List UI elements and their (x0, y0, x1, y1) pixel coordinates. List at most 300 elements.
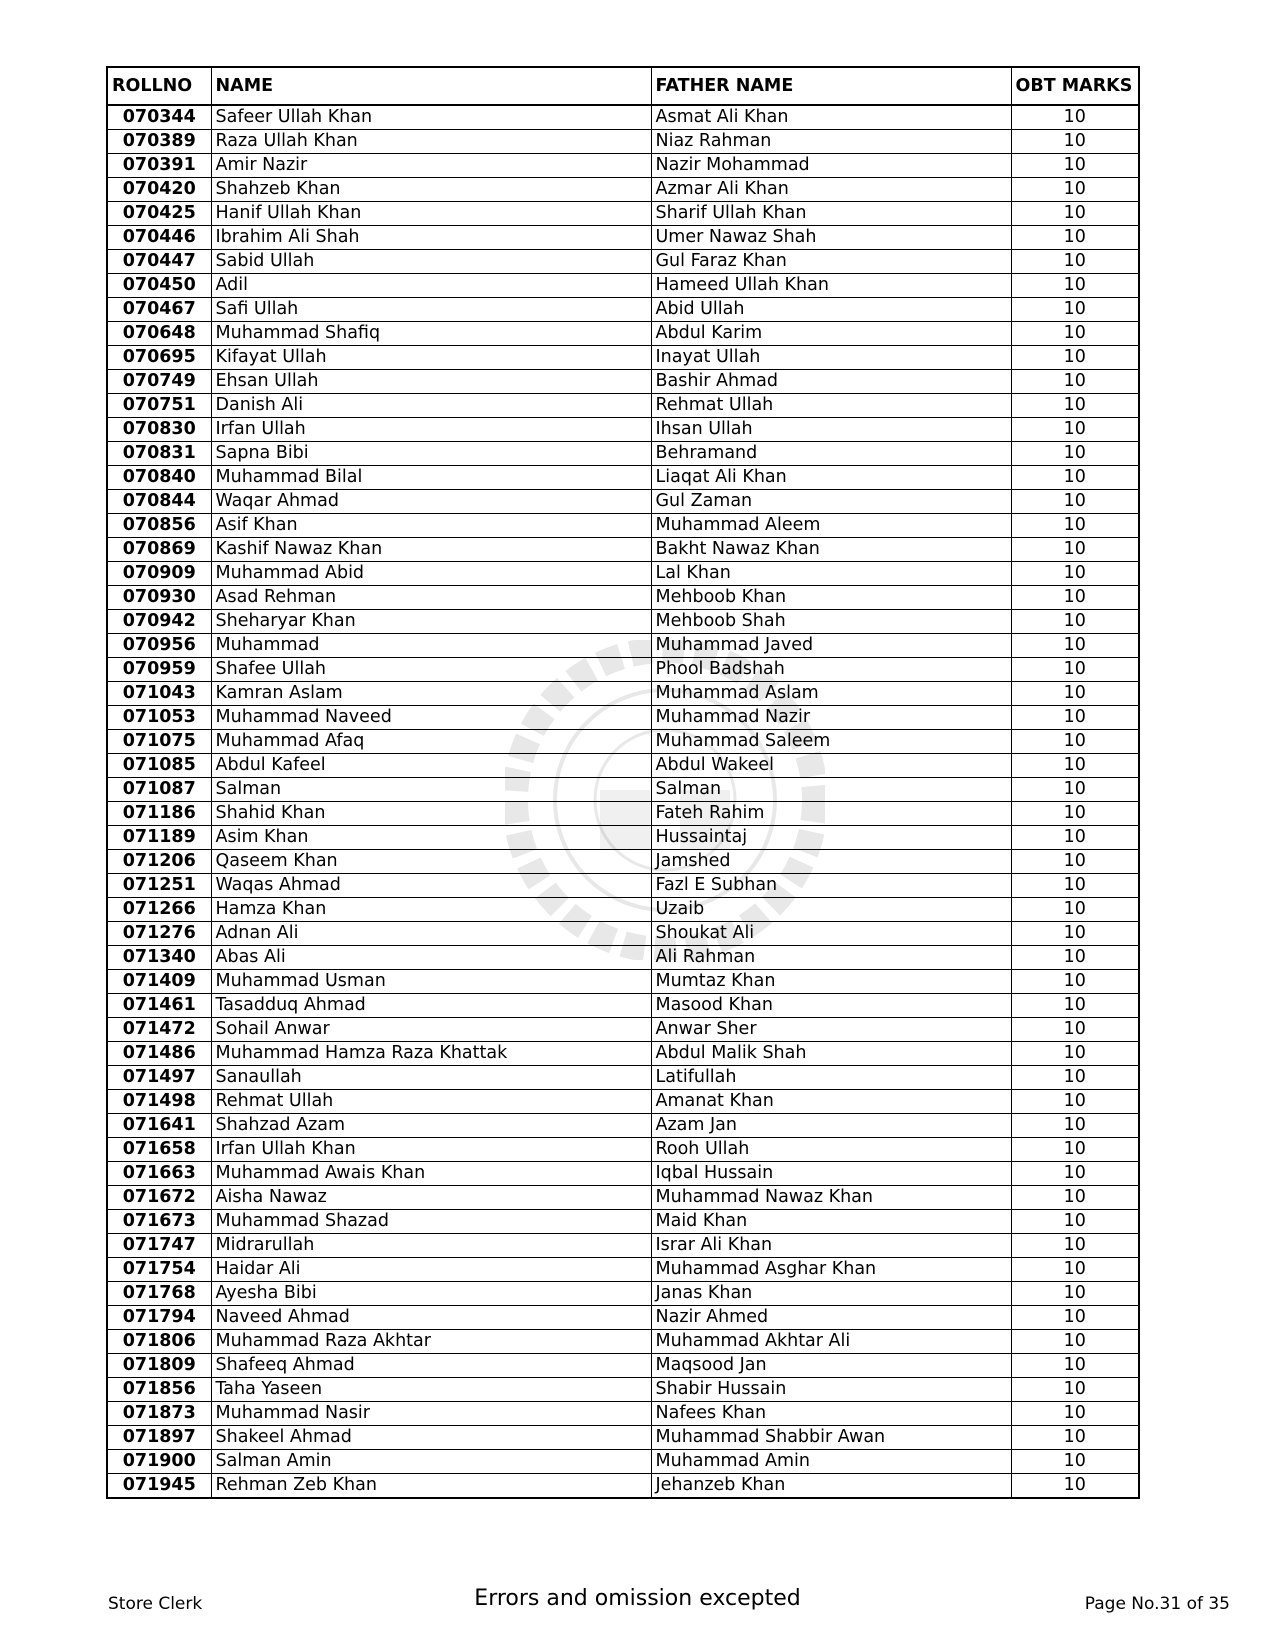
cell-name: Waqar Ahmad (211, 490, 651, 514)
table-row (107, 105, 1139, 130)
table-row (107, 1258, 1139, 1282)
cell-rollno: 071087 (107, 778, 211, 802)
table-row (107, 394, 1139, 418)
cell-rollno: 071768 (107, 1282, 211, 1306)
cell-obt-marks: 10 (1011, 1426, 1139, 1450)
cell-obt-marks: 10 (1011, 898, 1139, 922)
cell-father-name: Mehboob Khan (651, 586, 1011, 610)
cell-name: Muhammad Hamza Raza Khattak (211, 1042, 651, 1066)
table-row (107, 586, 1139, 610)
table-row (107, 730, 1139, 754)
table-row (107, 1114, 1139, 1138)
cell-rollno: 071472 (107, 1018, 211, 1042)
header-father-name: FATHER NAME (651, 67, 1011, 105)
table-row (107, 1234, 1139, 1258)
cell-father-name: Amanat Khan (651, 1090, 1011, 1114)
cell-rollno: 071498 (107, 1090, 211, 1114)
cell-obt-marks: 10 (1011, 610, 1139, 634)
table-row (107, 562, 1139, 586)
cell-name: Sabid Ullah (211, 250, 651, 274)
cell-obt-marks: 10 (1011, 1402, 1139, 1426)
cell-rollno: 071873 (107, 1402, 211, 1426)
cell-rollno: 071747 (107, 1234, 211, 1258)
table-row (107, 1162, 1139, 1186)
cell-name: Muhammad Shazad (211, 1210, 651, 1234)
cell-rollno: 070844 (107, 490, 211, 514)
cell-obt-marks: 10 (1011, 202, 1139, 226)
cell-name: Haidar Ali (211, 1258, 651, 1282)
table-row (107, 682, 1139, 706)
cell-obt-marks: 10 (1011, 946, 1139, 970)
cell-father-name: Muhammad Javed (651, 634, 1011, 658)
cell-rollno: 071497 (107, 1066, 211, 1090)
table-row (107, 1066, 1139, 1090)
cell-obt-marks: 10 (1011, 994, 1139, 1018)
cell-rollno: 071409 (107, 970, 211, 994)
cell-obt-marks: 10 (1011, 394, 1139, 418)
cell-rollno: 071641 (107, 1114, 211, 1138)
cell-name: Salman (211, 778, 651, 802)
cell-rollno: 070830 (107, 418, 211, 442)
cell-rollno: 071672 (107, 1186, 211, 1210)
cell-rollno: 070695 (107, 346, 211, 370)
cell-rollno: 070447 (107, 250, 211, 274)
cell-father-name: Fateh Rahim (651, 802, 1011, 826)
cell-name: Ibrahim Ali Shah (211, 226, 651, 250)
table-row (107, 1450, 1139, 1474)
table-row (107, 1090, 1139, 1114)
cell-name: Safi Ullah (211, 298, 651, 322)
cell-name: Muhammad Abid (211, 562, 651, 586)
cell-obt-marks: 10 (1011, 154, 1139, 178)
cell-name: Adil (211, 274, 651, 298)
cell-obt-marks: 10 (1011, 562, 1139, 586)
cell-rollno: 071486 (107, 1042, 211, 1066)
cell-name: Muhammad Naveed (211, 706, 651, 730)
cell-rollno: 071075 (107, 730, 211, 754)
cell-name: Irfan Ullah (211, 418, 651, 442)
cell-father-name: Muhammad Aleem (651, 514, 1011, 538)
cell-obt-marks: 10 (1011, 346, 1139, 370)
cell-name: Qaseem Khan (211, 850, 651, 874)
cell-obt-marks: 10 (1011, 1282, 1139, 1306)
cell-obt-marks: 10 (1011, 1354, 1139, 1378)
cell-name: Rehmat Ullah (211, 1090, 651, 1114)
cell-father-name: Azmar Ali Khan (651, 178, 1011, 202)
cell-rollno: 071856 (107, 1378, 211, 1402)
cell-name: Muhammad (211, 634, 651, 658)
cell-rollno: 071276 (107, 922, 211, 946)
cell-obt-marks: 10 (1011, 1162, 1139, 1186)
cell-name: Naveed Ahmad (211, 1306, 651, 1330)
cell-rollno: 071794 (107, 1306, 211, 1330)
header-obt-marks: OBT MARKS (1011, 67, 1139, 105)
cell-rollno: 070840 (107, 466, 211, 490)
results-table (106, 66, 1140, 1499)
cell-name: Kashif Nawaz Khan (211, 538, 651, 562)
cell-name: Waqas Ahmad (211, 874, 651, 898)
cell-obt-marks: 10 (1011, 682, 1139, 706)
cell-obt-marks: 10 (1011, 586, 1139, 610)
cell-father-name: Salman (651, 778, 1011, 802)
footer-store-clerk: Store Clerk (108, 1594, 203, 1614)
cell-father-name: Umer Nawaz Shah (651, 226, 1011, 250)
cell-rollno: 070956 (107, 634, 211, 658)
cell-name: Muhammad Shafiq (211, 322, 651, 346)
cell-father-name: Masood Khan (651, 994, 1011, 1018)
table-row (107, 634, 1139, 658)
cell-father-name: Mehboob Shah (651, 610, 1011, 634)
table-row (107, 754, 1139, 778)
cell-rollno: 070831 (107, 442, 211, 466)
cell-name: Shafeeq Ahmad (211, 1354, 651, 1378)
cell-obt-marks: 10 (1011, 418, 1139, 442)
cell-name: Shakeel Ahmad (211, 1426, 651, 1450)
cell-rollno: 071900 (107, 1450, 211, 1474)
cell-rollno: 071658 (107, 1138, 211, 1162)
footer-page-number: Page No.31 of 35 (1084, 1594, 1230, 1614)
cell-obt-marks: 10 (1011, 778, 1139, 802)
cell-rollno: 071461 (107, 994, 211, 1018)
table-row (107, 514, 1139, 538)
table-row (107, 538, 1139, 562)
cell-name: Muhammad Bilal (211, 466, 651, 490)
cell-name: Tasadduq Ahmad (211, 994, 651, 1018)
cell-obt-marks: 10 (1011, 874, 1139, 898)
cell-rollno: 071809 (107, 1354, 211, 1378)
cell-rollno: 071266 (107, 898, 211, 922)
table-row (107, 154, 1139, 178)
table-row (107, 1210, 1139, 1234)
header-rollno: ROLLNO (107, 67, 211, 105)
cell-rollno: 070450 (107, 274, 211, 298)
table-row (107, 250, 1139, 274)
cell-name: Midrarullah (211, 1234, 651, 1258)
cell-father-name: Behramand (651, 442, 1011, 466)
cell-name: Sheharyar Khan (211, 610, 651, 634)
cell-obt-marks: 10 (1011, 130, 1139, 154)
cell-rollno: 071186 (107, 802, 211, 826)
header-name: NAME (211, 67, 651, 105)
table-row (107, 1330, 1139, 1354)
cell-father-name: Muhammad Akhtar Ali (651, 1330, 1011, 1354)
table-row (107, 898, 1139, 922)
cell-name: Salman Amin (211, 1450, 651, 1474)
cell-rollno: 071673 (107, 1210, 211, 1234)
table-row (107, 1402, 1139, 1426)
cell-rollno: 070446 (107, 226, 211, 250)
table-row (107, 226, 1139, 250)
cell-father-name: Ali Rahman (651, 946, 1011, 970)
table-row (107, 1474, 1139, 1499)
table-row (107, 298, 1139, 322)
cell-rollno: 070425 (107, 202, 211, 226)
cell-name: Muhammad Afaq (211, 730, 651, 754)
cell-father-name: Muhammad Asghar Khan (651, 1258, 1011, 1282)
cell-name: Shahzeb Khan (211, 178, 651, 202)
table-row (107, 946, 1139, 970)
cell-obt-marks: 10 (1011, 514, 1139, 538)
table-row (107, 1042, 1139, 1066)
cell-name: Hanif Ullah Khan (211, 202, 651, 226)
cell-father-name: Phool Badshah (651, 658, 1011, 682)
cell-father-name: Niaz Rahman (651, 130, 1011, 154)
cell-father-name: Lal Khan (651, 562, 1011, 586)
cell-obt-marks: 10 (1011, 802, 1139, 826)
cell-name: Muhammad Nasir (211, 1402, 651, 1426)
cell-rollno: 070942 (107, 610, 211, 634)
cell-rollno: 070391 (107, 154, 211, 178)
cell-rollno: 070909 (107, 562, 211, 586)
cell-name: Sanaullah (211, 1066, 651, 1090)
cell-rollno: 070389 (107, 130, 211, 154)
table-row (107, 274, 1139, 298)
cell-name: Irfan Ullah Khan (211, 1138, 651, 1162)
cell-name: Asif Khan (211, 514, 651, 538)
cell-obt-marks: 10 (1011, 226, 1139, 250)
cell-obt-marks: 10 (1011, 490, 1139, 514)
table-row (107, 322, 1139, 346)
cell-father-name: Bashir Ahmad (651, 370, 1011, 394)
table-row (107, 1378, 1139, 1402)
cell-rollno: 071754 (107, 1258, 211, 1282)
table-row (107, 1018, 1139, 1042)
cell-rollno: 071897 (107, 1426, 211, 1450)
cell-obt-marks: 10 (1011, 1450, 1139, 1474)
cell-obt-marks: 10 (1011, 730, 1139, 754)
cell-name: Ayesha Bibi (211, 1282, 651, 1306)
table-row (107, 1354, 1139, 1378)
cell-obt-marks: 10 (1011, 1066, 1139, 1090)
cell-rollno: 070344 (107, 105, 211, 130)
cell-obt-marks: 10 (1011, 922, 1139, 946)
cell-obt-marks: 10 (1011, 322, 1139, 346)
cell-obt-marks: 10 (1011, 1018, 1139, 1042)
cell-name: Ehsan Ullah (211, 370, 651, 394)
cell-father-name: Muhammad Nazir (651, 706, 1011, 730)
table-row (107, 178, 1139, 202)
cell-name: Danish Ali (211, 394, 651, 418)
cell-obt-marks: 10 (1011, 1474, 1139, 1499)
cell-father-name: Asmat Ali Khan (651, 105, 1011, 130)
cell-name: Raza Ullah Khan (211, 130, 651, 154)
cell-father-name: Bakht Nawaz Khan (651, 538, 1011, 562)
cell-name: Shafee Ullah (211, 658, 651, 682)
cell-obt-marks: 10 (1011, 706, 1139, 730)
cell-obt-marks: 10 (1011, 1138, 1139, 1162)
cell-father-name: Maid Khan (651, 1210, 1011, 1234)
table-row (107, 370, 1139, 394)
cell-obt-marks: 10 (1011, 178, 1139, 202)
cell-rollno: 070648 (107, 322, 211, 346)
table-row (107, 802, 1139, 826)
table-row (107, 922, 1139, 946)
cell-obt-marks: 10 (1011, 1330, 1139, 1354)
cell-rollno: 071053 (107, 706, 211, 730)
cell-name: Amir Nazir (211, 154, 651, 178)
cell-father-name: Nafees Khan (651, 1402, 1011, 1426)
cell-father-name: Mumtaz Khan (651, 970, 1011, 994)
cell-rollno: 070959 (107, 658, 211, 682)
cell-obt-marks: 10 (1011, 970, 1139, 994)
cell-father-name: Jamshed (651, 850, 1011, 874)
cell-father-name: Rehmat Ullah (651, 394, 1011, 418)
cell-name: Abdul Kafeel (211, 754, 651, 778)
cell-father-name: Fazl E Subhan (651, 874, 1011, 898)
cell-obt-marks: 10 (1011, 634, 1139, 658)
table-body (107, 105, 1139, 1498)
table-row (107, 1282, 1139, 1306)
cell-father-name: Gul Zaman (651, 490, 1011, 514)
cell-rollno: 070930 (107, 586, 211, 610)
cell-name: Asim Khan (211, 826, 651, 850)
footer-disclaimer: Errors and omission excepted (474, 1586, 801, 1611)
cell-obt-marks: 10 (1011, 250, 1139, 274)
cell-name: Shahzad Azam (211, 1114, 651, 1138)
cell-father-name: Shabir Hussain (651, 1378, 1011, 1402)
cell-father-name: Abdul Wakeel (651, 754, 1011, 778)
cell-rollno: 070751 (107, 394, 211, 418)
cell-obt-marks: 10 (1011, 1234, 1139, 1258)
cell-name: Muhammad Usman (211, 970, 651, 994)
cell-father-name: Janas Khan (651, 1282, 1011, 1306)
cell-rollno: 070856 (107, 514, 211, 538)
cell-rollno: 071806 (107, 1330, 211, 1354)
table-row (107, 1186, 1139, 1210)
cell-name: Shahid Khan (211, 802, 651, 826)
cell-obt-marks: 10 (1011, 658, 1139, 682)
table-row (107, 826, 1139, 850)
table-row (107, 1138, 1139, 1162)
cell-obt-marks: 10 (1011, 1042, 1139, 1066)
cell-obt-marks: 10 (1011, 466, 1139, 490)
table-row (107, 346, 1139, 370)
cell-father-name: Uzaib (651, 898, 1011, 922)
cell-father-name: Shoukat Ali (651, 922, 1011, 946)
table-row (107, 490, 1139, 514)
cell-father-name: Inayat Ullah (651, 346, 1011, 370)
cell-father-name: Muhammad Aslam (651, 682, 1011, 706)
cell-father-name: Sharif Ullah Khan (651, 202, 1011, 226)
table-row (107, 874, 1139, 898)
cell-rollno: 071206 (107, 850, 211, 874)
cell-father-name: Muhammad Saleem (651, 730, 1011, 754)
cell-father-name: Muhammad Amin (651, 1450, 1011, 1474)
table-row (107, 970, 1139, 994)
table-row (107, 442, 1139, 466)
cell-father-name: Nazir Mohammad (651, 154, 1011, 178)
cell-father-name: Maqsood Jan (651, 1354, 1011, 1378)
cell-obt-marks: 10 (1011, 850, 1139, 874)
table-row (107, 202, 1139, 226)
table-row (107, 418, 1139, 442)
cell-obt-marks: 10 (1011, 538, 1139, 562)
cell-obt-marks: 10 (1011, 826, 1139, 850)
cell-father-name: Liaqat Ali Khan (651, 466, 1011, 490)
cell-obt-marks: 10 (1011, 442, 1139, 466)
cell-father-name: Muhammad Shabbir Awan (651, 1426, 1011, 1450)
cell-father-name: Anwar Sher (651, 1018, 1011, 1042)
cell-obt-marks: 10 (1011, 754, 1139, 778)
cell-obt-marks: 10 (1011, 1186, 1139, 1210)
cell-name: Kamran Aslam (211, 682, 651, 706)
cell-rollno: 071189 (107, 826, 211, 850)
cell-obt-marks: 10 (1011, 1258, 1139, 1282)
cell-rollno: 071085 (107, 754, 211, 778)
cell-name: Rehman Zeb Khan (211, 1474, 651, 1499)
cell-name: Hamza Khan (211, 898, 651, 922)
cell-father-name: Hussaintaj (651, 826, 1011, 850)
cell-father-name: Latifullah (651, 1066, 1011, 1090)
cell-name: Aisha Nawaz (211, 1186, 651, 1210)
cell-name: Muhammad Awais Khan (211, 1162, 651, 1186)
cell-obt-marks: 10 (1011, 370, 1139, 394)
cell-father-name: Ihsan Ullah (651, 418, 1011, 442)
cell-father-name: Jehanzeb Khan (651, 1474, 1011, 1499)
cell-name: Taha Yaseen (211, 1378, 651, 1402)
cell-rollno: 070467 (107, 298, 211, 322)
cell-obt-marks: 10 (1011, 1090, 1139, 1114)
cell-father-name: Muhammad Nawaz Khan (651, 1186, 1011, 1210)
cell-father-name: Azam Jan (651, 1114, 1011, 1138)
cell-name: Adnan Ali (211, 922, 651, 946)
cell-obt-marks: 10 (1011, 1114, 1139, 1138)
cell-name: Muhammad Raza Akhtar (211, 1330, 651, 1354)
cell-father-name: Rooh Ullah (651, 1138, 1011, 1162)
cell-father-name: Gul Faraz Khan (651, 250, 1011, 274)
table-row (107, 850, 1139, 874)
cell-obt-marks: 10 (1011, 105, 1139, 130)
cell-obt-marks: 10 (1011, 298, 1139, 322)
cell-rollno: 070420 (107, 178, 211, 202)
cell-rollno: 071251 (107, 874, 211, 898)
table-row (107, 1426, 1139, 1450)
cell-rollno: 070869 (107, 538, 211, 562)
cell-father-name: Nazir Ahmed (651, 1306, 1011, 1330)
table-row (107, 610, 1139, 634)
cell-obt-marks: 10 (1011, 1378, 1139, 1402)
table-row (107, 1306, 1139, 1330)
table-row (107, 658, 1139, 682)
cell-name: Asad Rehman (211, 586, 651, 610)
cell-obt-marks: 10 (1011, 274, 1139, 298)
cell-name: Safeer Ullah Khan (211, 105, 651, 130)
table-row (107, 466, 1139, 490)
cell-name: Sapna Bibi (211, 442, 651, 466)
cell-father-name: Abdul Karim (651, 322, 1011, 346)
cell-father-name: Hameed Ullah Khan (651, 274, 1011, 298)
cell-father-name: Abdul Malik Shah (651, 1042, 1011, 1066)
cell-name: Abas Ali (211, 946, 651, 970)
cell-father-name: Israr Ali Khan (651, 1234, 1011, 1258)
table-row (107, 994, 1139, 1018)
header-row (107, 67, 1139, 105)
table-row (107, 778, 1139, 802)
cell-obt-marks: 10 (1011, 1210, 1139, 1234)
cell-rollno: 071043 (107, 682, 211, 706)
cell-rollno: 071340 (107, 946, 211, 970)
cell-father-name: Abid Ullah (651, 298, 1011, 322)
cell-name: Kifayat Ullah (211, 346, 651, 370)
cell-name: Sohail Anwar (211, 1018, 651, 1042)
table-row (107, 130, 1139, 154)
cell-rollno: 071945 (107, 1474, 211, 1499)
table-row (107, 706, 1139, 730)
cell-father-name: Iqbal Hussain (651, 1162, 1011, 1186)
cell-rollno: 071663 (107, 1162, 211, 1186)
cell-obt-marks: 10 (1011, 1306, 1139, 1330)
cell-rollno: 070749 (107, 370, 211, 394)
